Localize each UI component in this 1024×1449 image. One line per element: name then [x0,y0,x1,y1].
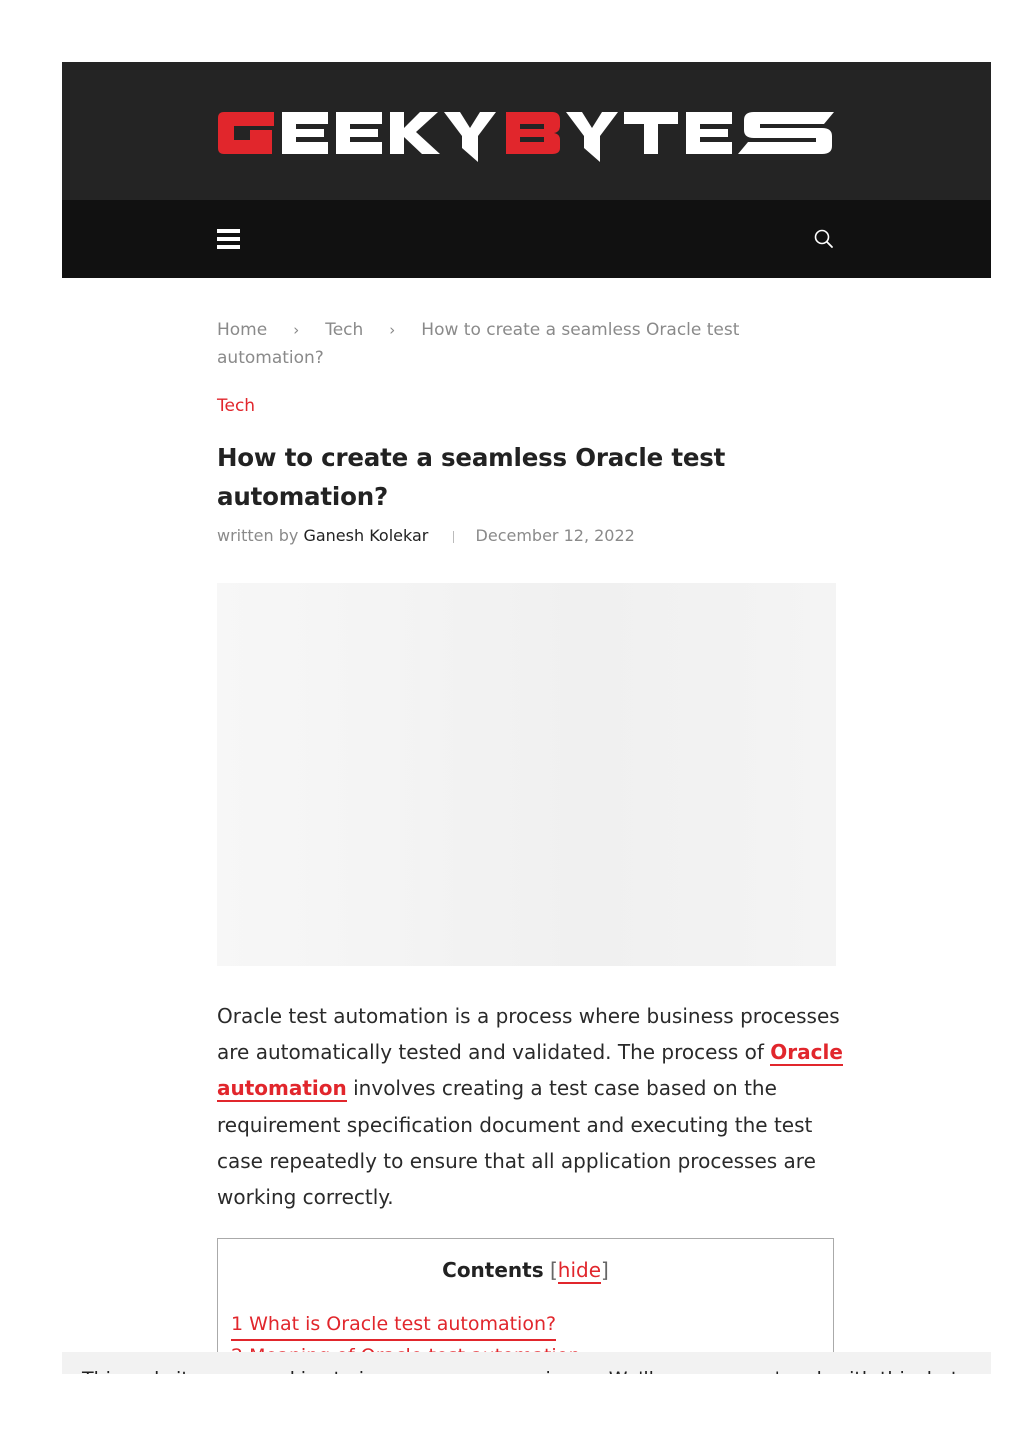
breadcrumb-separator-icon: › [389,321,396,339]
featured-image-placeholder [217,583,836,966]
written-by-label: written by [217,526,299,545]
page-bottom-whitespace [0,1374,1024,1449]
post-meta [217,524,837,548]
author-link[interactable]: Ganesh Kolekar [303,526,429,545]
search-icon[interactable] [813,228,835,250]
main-navbar [62,200,991,278]
oracle-automation-link[interactable]: Oracle automation [217,1040,843,1101]
post-date: December 12, 2022 [475,526,635,545]
article-intro-paragraph [217,998,845,1215]
toc-bracket-open: [ [549,1258,558,1282]
toc-title: Contents [442,1258,544,1282]
intro-text-after-link: involves creating a test case based on the requirement specification document and executing the test case repeatedly to ensure that all application processes are working correctly. [217,1076,816,1210]
post-category-link[interactable]: Tech [217,396,256,416]
breadcrumb-home-link[interactable]: Home [217,320,268,340]
toc-hide-toggle[interactable]: hide [557,1258,602,1282]
breadcrumb-separator-icon: › [293,321,300,339]
toc-item[interactable]: 1 What is Oracle test automation? [231,1309,556,1341]
hamburger-menu-icon[interactable] [217,229,240,249]
meta-divider [453,531,454,543]
breadcrumb-category-link[interactable]: Tech [325,320,364,340]
breadcrumb [217,316,837,372]
post-title: How to create a seamless Oracle test automation? [217,443,726,511]
breadcrumb-current: How to create a seamless Oracle test automation? [217,320,740,368]
toc-header [218,1255,833,1285]
intro-text-before-link: Oracle test automation is a process where business processes are automatically tested and validated. The process of [217,1004,840,1065]
geekybytes-logo-graphic [216,104,836,162]
toc-bracket-close: ] [601,1258,609,1282]
site-logo[interactable] [216,104,836,162]
